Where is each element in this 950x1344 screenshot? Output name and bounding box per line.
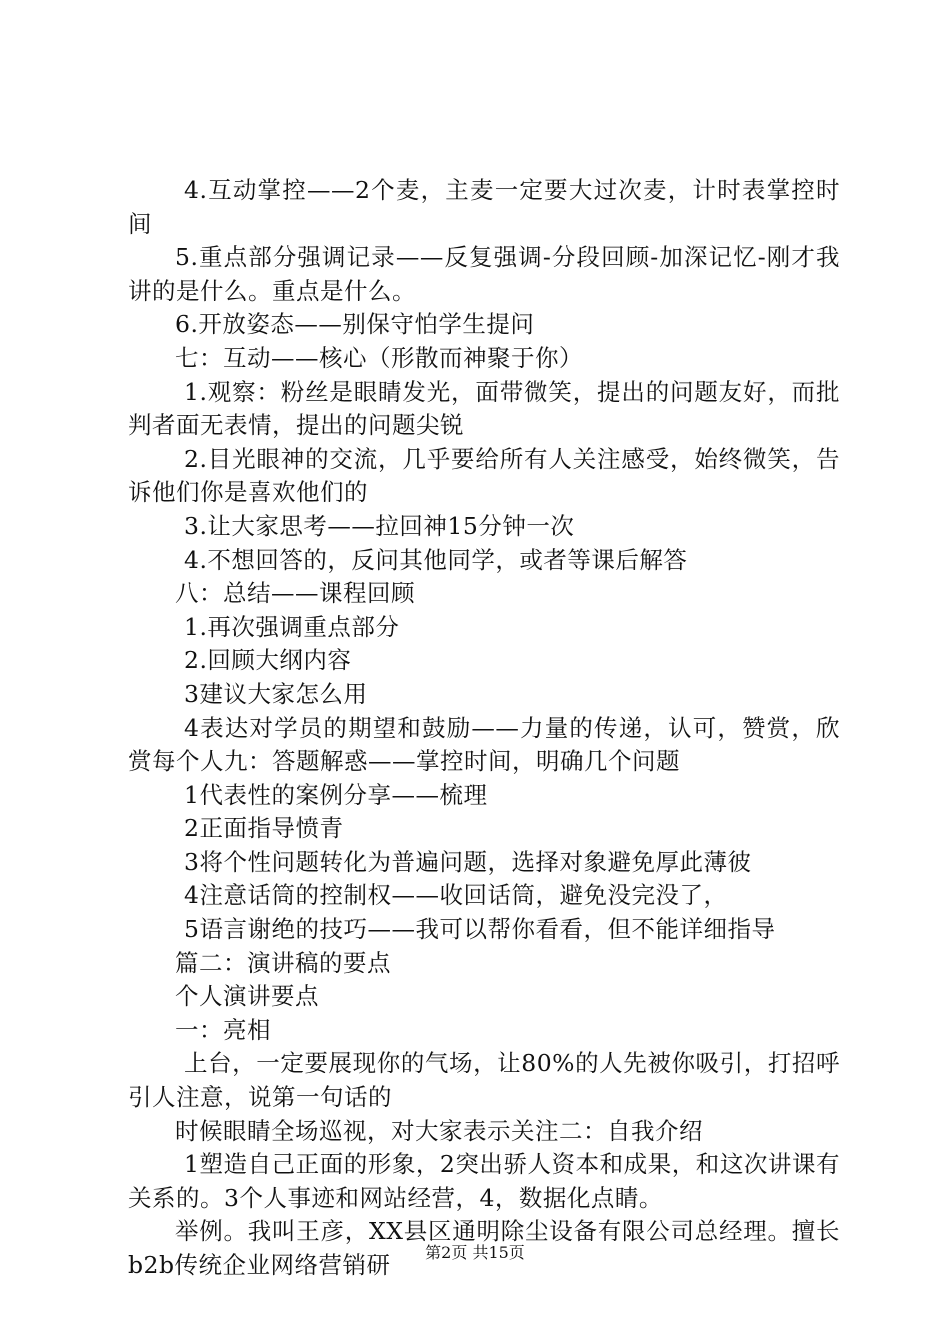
section-heading: 八：总结——课程回顾: [175, 579, 415, 608]
paragraph: 4.互动掌控——2个麦，主麦一定要大过次麦，计时表掌控时间: [128, 176, 840, 238]
paragraph: 4注意话筒的控制权——收回话筒，避免没完没了，: [184, 881, 728, 910]
paragraph: 5语言谢绝的技巧——我可以帮你看看，但不能详细指导: [184, 915, 776, 944]
section-heading: 篇二：演讲稿的要点: [175, 948, 391, 977]
paragraph: 1.再次强调重点部分: [184, 612, 400, 641]
paragraph: 时候眼睛全场巡视，对大家表示关注二：自我介绍: [175, 1116, 703, 1145]
paragraph: 3.让大家思考——拉回神15分钟一次: [184, 511, 575, 540]
paragraph: 5.重点部分强调记录——反复强调-分段回顾-加深记忆-刚才我讲的是什么。重点是什么。: [128, 243, 840, 305]
paragraph: 举例。我叫王彦，XX县区通明除尘设备有限公司总经理。擅长b2b传统企业网络营销研: [128, 1217, 840, 1279]
page-number-footer: 第2页 共15页: [425, 1243, 525, 1262]
paragraph: 6.开放姿态——别保守怕学生提问: [175, 310, 535, 339]
paragraph: 4表达对学员的期望和鼓励——力量的传递，认可，赞赏，欣赏每个人九：答题解惑——掌控时间，明确几个问题: [128, 713, 840, 776]
paragraph: 3建议大家怎么用: [184, 679, 368, 708]
paragraph: 3将个性问题转化为普遍问题，选择对象避免厚此薄彼: [184, 847, 752, 876]
document-body: [128, 174, 840, 1283]
paragraph: 上台，一定要展现你的气场，让80%的人先被你吸引，打招呼引人注意，说第一句话的: [128, 1049, 840, 1112]
paragraph: 2.回顾大纲内容: [184, 646, 352, 675]
section-heading: 七：互动——核心（形散而神聚于你）: [175, 343, 583, 372]
section-heading: 一：亮相: [175, 1015, 271, 1044]
paragraph: 4.不想回答的，反问其他同学，或者等课后解答: [184, 545, 688, 574]
paragraph: 1.观察：粉丝是眼睛发光，面带微笑，提出的问题友好，而批判者面无表情，提出的问题尖锐: [128, 377, 840, 440]
paragraph: 2正面指导愤青: [184, 814, 344, 843]
section-heading: 个人演讲要点: [175, 982, 319, 1011]
paragraph: 1代表性的案例分享——梳理: [184, 780, 488, 809]
paragraph: 1塑造自己正面的形象，2突出骄人资本和成果，和这次讲课有关系的。3个人事迹和网站经营，4，数据化点睛。: [128, 1150, 840, 1212]
paragraph: 2.目光眼神的交流，几乎要给所有人关注感受，始终微笑，告诉他们你是喜欢他们的: [128, 444, 840, 507]
